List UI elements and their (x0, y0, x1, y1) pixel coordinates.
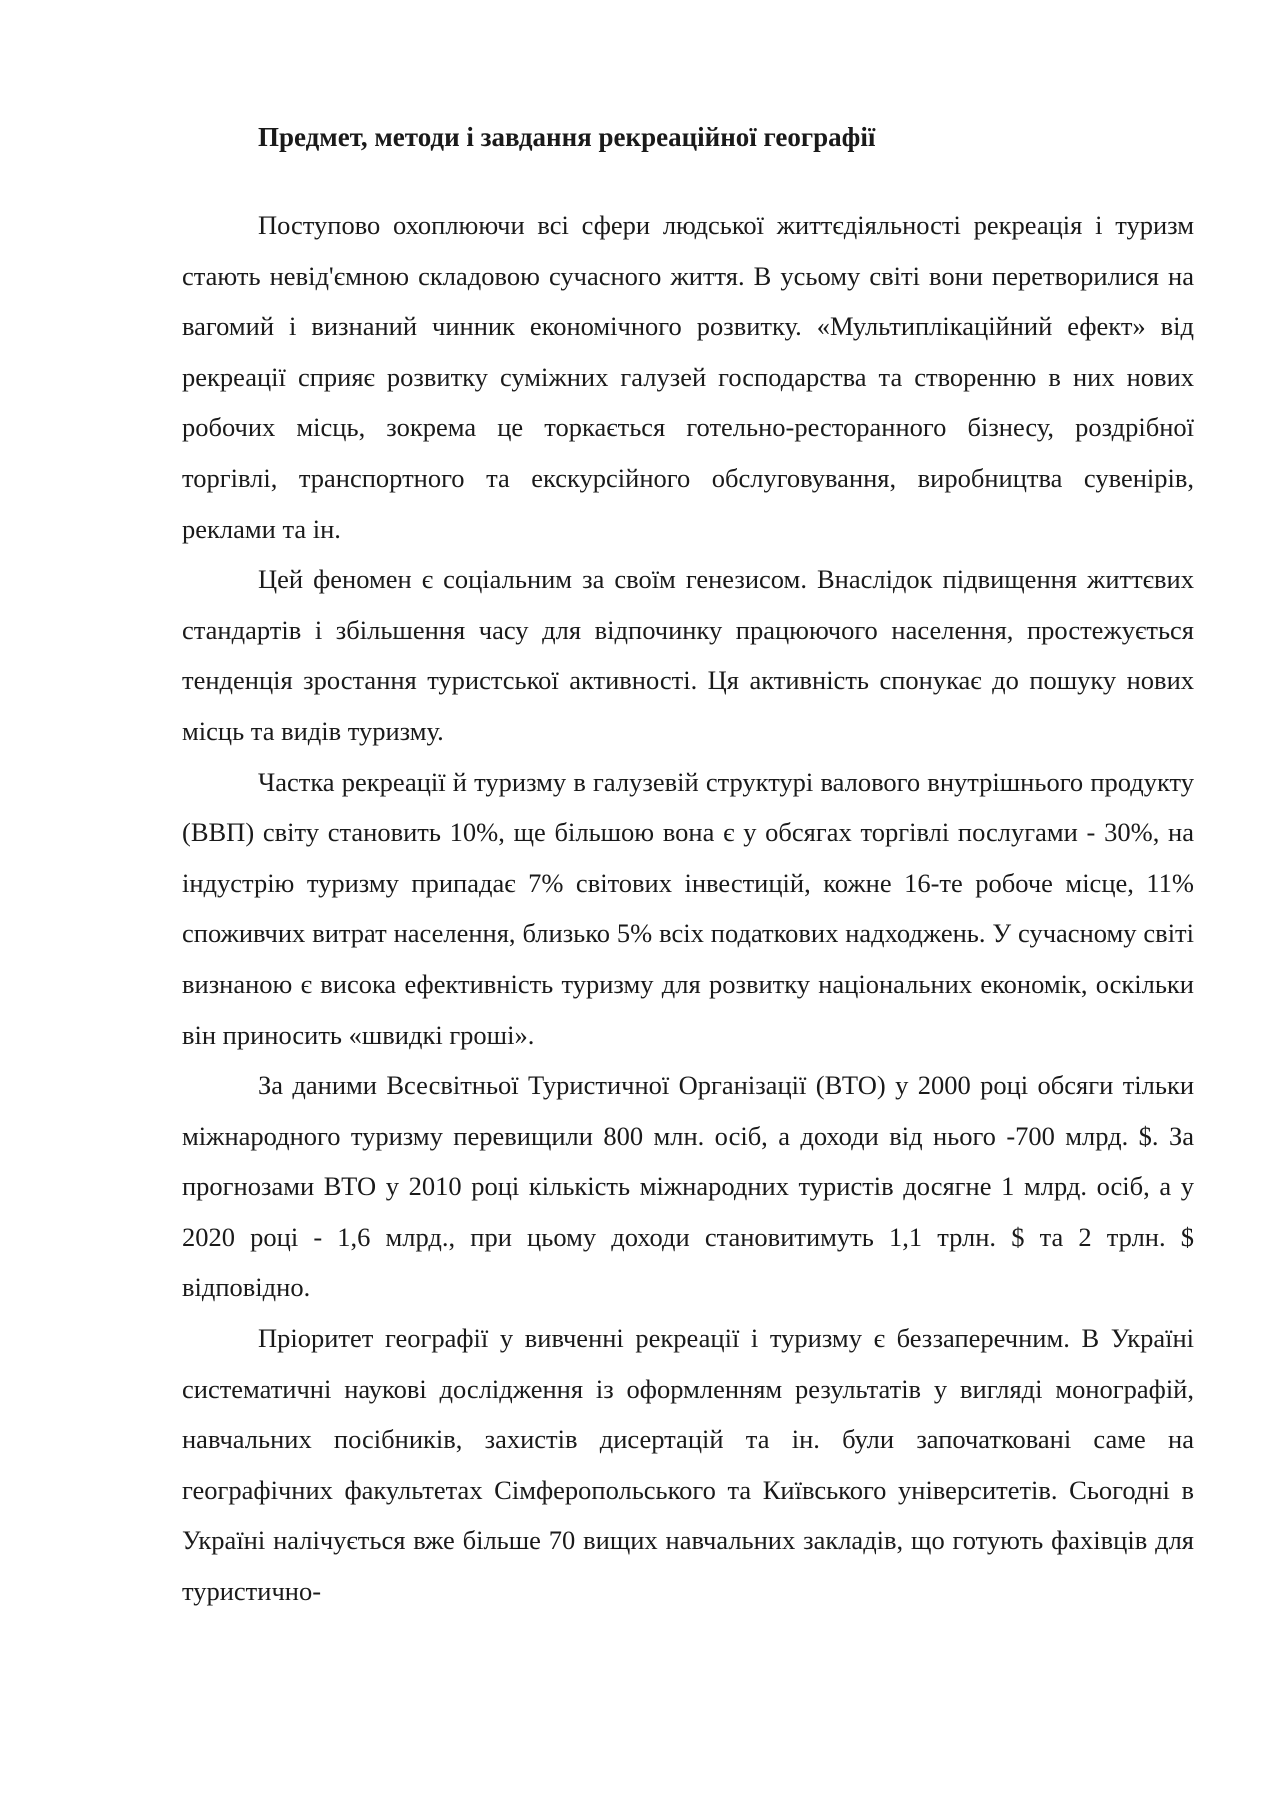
paragraph: Частка рекреації й туризму в галузевій структурі валового внутрішнього продукту (ВВП) світу становить 10%, ще більшою вона є у обсягах торгівлі послугами - 30%, на індустрію туризму припадає 7% світових інвестицій, кожне 16-те робоче місце, 11% споживчих витрат населення, близько 5% всіх податкових надходжень. У сучасному світі визнаною є висока ефективність туризму для розвитку національних економік, оскільки він приносить «швидкі гроші». (182, 766, 1194, 1050)
paragraph: Пріоритет географії у вивченні рекреації і туризму є беззаперечним. В Україні систематичні наукові дослідження із оформленням результатів у вигляді монографій, навчальних посібників, захистів дисертацій та ін. були започатковані саме на географічних факультетах Сімферопольського та Київського університетів. Сьогодні в Україні налічується вже більше 70 вищих навчальних закладів, що готують фахівців для туристично- (182, 1323, 1194, 1607)
paragraph: Поступово охоплюючи всі сфери людської життєдіяльності рекреація і туризм стають невід'ємною складовою сучасного життя. В усьому світі вони перетворилися на вагомий і визнаний чинник економічного розвитку. «Мультиплікаційний ефект» від рекреації сприяє розвитку суміжних галузей господарства та створенню в них нових робочих місць, зокрема це торкається готельно-ресторанного бізнесу, роздрібної торгівлі, транспортного та екскурсійного обслуговування, виробництва сувенірів, реклами та ін. (182, 210, 1194, 544)
document-body (182, 200, 1194, 1617)
document-title: Предмет, методи і завдання рекреаційної географії (258, 122, 876, 152)
paragraph: За даними Всесвітньої Туристичної Організації (ВТО) у 2000 році обсяги тільки міжнародного туризму перевищили 800 млн. осіб, а доходи від нього -700 млрд. $. За прогнозами ВТО у 2010 році кількість міжнародних туристів досягне 1 млрд. осіб, а у 2020 році - 1,6 млрд., при цьому доходи становитимуть 1,1 трлн. $ та 2 трлн. $ відповідно. (182, 1070, 1194, 1303)
paragraph: Цей феномен є соціальним за своїм генезисом. Внаслідок підвищення життєвих стандартів і збільшення часу для відпочинку працюючого населення, простежується тенденція зростання туристської активності. Ця активність спонукає до пошуку нових місць та видів туризму. (182, 564, 1194, 746)
